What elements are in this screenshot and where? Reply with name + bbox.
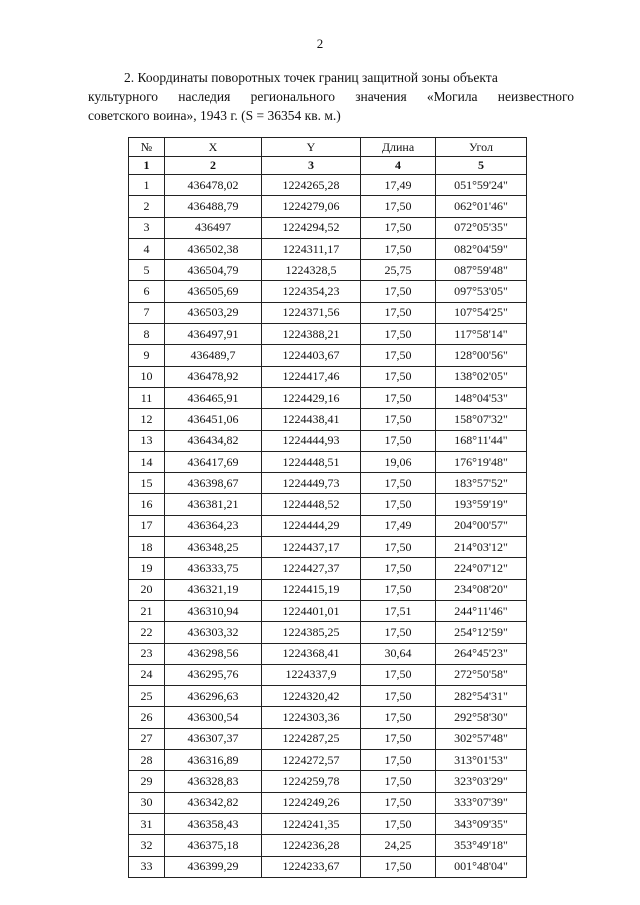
table-row (129, 260, 527, 281)
length-cell: 17,50 (361, 473, 436, 494)
x-cell: 436502,38 (165, 238, 262, 259)
y-cell: 1224233,67 (262, 856, 361, 877)
angle-cell: 082°04'59" (436, 238, 527, 259)
y-cell: 1224311,17 (262, 238, 361, 259)
coordinates-table (128, 137, 527, 878)
table-row (129, 217, 527, 238)
length-cell: 17,50 (361, 238, 436, 259)
point-number-cell: 33 (129, 856, 165, 877)
table-row (129, 473, 527, 494)
length-cell: 17,50 (361, 771, 436, 792)
x-cell: 436310,94 (165, 600, 262, 621)
table-row (129, 366, 527, 387)
length-cell: 17,50 (361, 686, 436, 707)
x-cell: 436316,89 (165, 750, 262, 771)
point-number-cell: 7 (129, 302, 165, 323)
length-cell: 17,49 (361, 515, 436, 536)
y-cell: 1224303,36 (262, 707, 361, 728)
column-number: 3 (262, 157, 361, 175)
length-cell: 24,25 (361, 835, 436, 856)
angle-cell: 128°00'56" (436, 345, 527, 366)
table-row (129, 750, 527, 771)
x-cell: 436364,23 (165, 515, 262, 536)
table-row (129, 643, 527, 664)
length-cell: 17,50 (361, 430, 436, 451)
x-cell: 436465,91 (165, 387, 262, 408)
y-cell: 1224388,21 (262, 324, 361, 345)
point-number-cell: 21 (129, 600, 165, 621)
table-row (129, 324, 527, 345)
x-cell: 436333,75 (165, 558, 262, 579)
y-cell: 1224368,41 (262, 643, 361, 664)
table-row (129, 686, 527, 707)
length-cell: 30,64 (361, 643, 436, 664)
angle-cell: 204°00'57" (436, 515, 527, 536)
table-row (129, 664, 527, 685)
y-cell: 1224444,93 (262, 430, 361, 451)
x-cell: 436328,83 (165, 771, 262, 792)
length-cell: 17,50 (361, 196, 436, 217)
angle-cell: 234°08'20" (436, 579, 527, 600)
x-cell: 436488,79 (165, 196, 262, 217)
angle-cell: 117°58'14" (436, 324, 527, 345)
point-number-cell: 16 (129, 494, 165, 515)
angle-cell: 001°48'04" (436, 856, 527, 877)
x-cell: 436504,79 (165, 260, 262, 281)
table-row (129, 281, 527, 302)
table-row (129, 792, 527, 813)
angle-cell: 254°12'59" (436, 622, 527, 643)
x-cell: 436381,21 (165, 494, 262, 515)
length-cell: 17,50 (361, 281, 436, 302)
angle-cell: 313°01'53" (436, 750, 527, 771)
point-number-cell: 1 (129, 175, 165, 196)
y-cell: 1224294,52 (262, 217, 361, 238)
table-row (129, 387, 527, 408)
angle-cell: 323°03'29" (436, 771, 527, 792)
table-row (129, 537, 527, 558)
point-number-cell: 2 (129, 196, 165, 217)
column-numbers-row (129, 157, 527, 175)
y-cell: 1224427,37 (262, 558, 361, 579)
y-cell: 1224371,56 (262, 302, 361, 323)
page-number: 2 (316, 36, 324, 51)
x-cell: 436478,02 (165, 175, 262, 196)
y-cell: 1224437,17 (262, 537, 361, 558)
x-cell: 436375,18 (165, 835, 262, 856)
y-cell: 1224279,06 (262, 196, 361, 217)
length-cell: 17,50 (361, 813, 436, 834)
length-cell: 17,50 (361, 324, 436, 345)
table-row (129, 451, 527, 472)
y-cell: 1224448,52 (262, 494, 361, 515)
length-cell: 17,50 (361, 856, 436, 877)
angle-cell: 282°54'31" (436, 686, 527, 707)
length-cell: 17,50 (361, 387, 436, 408)
angle-cell: 292°58'30" (436, 707, 527, 728)
angle-cell: 138°02'05" (436, 366, 527, 387)
angle-cell: 224°07'12" (436, 558, 527, 579)
table-row (129, 515, 527, 536)
x-cell: 436321,19 (165, 579, 262, 600)
y-cell: 1224287,25 (262, 728, 361, 749)
point-number-cell: 10 (129, 366, 165, 387)
x-cell: 436398,67 (165, 473, 262, 494)
point-number-cell: 24 (129, 664, 165, 685)
column-number: 1 (129, 157, 165, 175)
section-heading (88, 68, 574, 125)
length-cell: 17,50 (361, 728, 436, 749)
x-cell: 436434,82 (165, 430, 262, 451)
header-angle: Угол (436, 138, 527, 157)
table-row (129, 600, 527, 621)
y-cell: 1224259,78 (262, 771, 361, 792)
x-cell: 436342,82 (165, 792, 262, 813)
point-number-cell: 4 (129, 238, 165, 259)
table-row (129, 856, 527, 877)
angle-cell: 302°57'48" (436, 728, 527, 749)
length-cell: 17,50 (361, 707, 436, 728)
point-number-cell: 18 (129, 537, 165, 558)
length-cell: 17,50 (361, 792, 436, 813)
y-cell: 1224236,28 (262, 835, 361, 856)
header-x: X (165, 138, 262, 157)
length-cell: 17,50 (361, 494, 436, 515)
y-cell: 1224444,29 (262, 515, 361, 536)
table-row (129, 409, 527, 430)
y-cell: 1224265,28 (262, 175, 361, 196)
table-row (129, 579, 527, 600)
x-cell: 436348,25 (165, 537, 262, 558)
x-cell: 436497,91 (165, 324, 262, 345)
table-row (129, 238, 527, 259)
y-cell: 1224415,19 (262, 579, 361, 600)
point-number-cell: 8 (129, 324, 165, 345)
point-number-cell: 20 (129, 579, 165, 600)
y-cell: 1224337,9 (262, 664, 361, 685)
angle-cell: 176°19'48" (436, 451, 527, 472)
angle-cell: 272°50'58" (436, 664, 527, 685)
x-cell: 436505,69 (165, 281, 262, 302)
y-cell: 1224354,23 (262, 281, 361, 302)
x-cell: 436478,92 (165, 366, 262, 387)
y-cell: 1224438,41 (262, 409, 361, 430)
point-number-cell: 14 (129, 451, 165, 472)
table-row (129, 175, 527, 196)
y-cell: 1224385,25 (262, 622, 361, 643)
y-cell: 1224417,46 (262, 366, 361, 387)
length-cell: 17,51 (361, 600, 436, 621)
table-row (129, 813, 527, 834)
heading-line-3: советского воина», 1943 г. (S = 36354 кв. м.) (88, 108, 341, 123)
x-cell: 436298,56 (165, 643, 262, 664)
angle-cell: 183°57'52" (436, 473, 527, 494)
length-cell: 17,50 (361, 750, 436, 771)
point-number-cell: 3 (129, 217, 165, 238)
angle-cell: 062°01'46" (436, 196, 527, 217)
header-length: Длина (361, 138, 436, 157)
x-cell: 436300,54 (165, 707, 262, 728)
heading-line-2: культурного наследия регионального значения «Могила неизвестного (88, 89, 574, 104)
length-cell: 17,50 (361, 345, 436, 366)
angle-cell: 244°11'46" (436, 600, 527, 621)
x-cell: 436503,29 (165, 302, 262, 323)
table-row (129, 728, 527, 749)
length-cell: 17,50 (361, 302, 436, 323)
point-number-cell: 17 (129, 515, 165, 536)
x-cell: 436497 (165, 217, 262, 238)
length-cell: 17,50 (361, 537, 436, 558)
angle-cell: 107°54'25" (436, 302, 527, 323)
length-cell: 17,50 (361, 366, 436, 387)
angle-cell: 214°03'12" (436, 537, 527, 558)
table-row (129, 771, 527, 792)
y-cell: 1224449,73 (262, 473, 361, 494)
angle-cell: 264°45'23" (436, 643, 527, 664)
header-number: № (129, 138, 165, 157)
angle-cell: 097°53'05" (436, 281, 527, 302)
length-cell: 17,50 (361, 664, 436, 685)
point-number-cell: 23 (129, 643, 165, 664)
point-number-cell: 26 (129, 707, 165, 728)
point-number-cell: 29 (129, 771, 165, 792)
point-number-cell: 12 (129, 409, 165, 430)
point-number-cell: 22 (129, 622, 165, 643)
angle-cell: 193°59'19" (436, 494, 527, 515)
length-cell: 25,75 (361, 260, 436, 281)
x-cell: 436489,7 (165, 345, 262, 366)
y-cell: 1224448,51 (262, 451, 361, 472)
angle-cell: 158°07'32" (436, 409, 527, 430)
table-row (129, 558, 527, 579)
table-header-row (129, 138, 527, 157)
table-row (129, 430, 527, 451)
column-number: 4 (361, 157, 436, 175)
point-number-cell: 30 (129, 792, 165, 813)
x-cell: 436295,76 (165, 664, 262, 685)
column-number: 2 (165, 157, 262, 175)
x-cell: 436303,32 (165, 622, 262, 643)
length-cell: 17,50 (361, 622, 436, 643)
x-cell: 436417,69 (165, 451, 262, 472)
heading-line-1: 2. Координаты поворотных точек границ защитной зоны объекта (124, 70, 498, 85)
y-cell: 1224403,67 (262, 345, 361, 366)
y-cell: 1224241,35 (262, 813, 361, 834)
table-body (129, 175, 527, 878)
table-row (129, 302, 527, 323)
angle-cell: 168°11'44" (436, 430, 527, 451)
length-cell: 17,50 (361, 579, 436, 600)
x-cell: 436296,63 (165, 686, 262, 707)
table-row (129, 622, 527, 643)
point-number-cell: 32 (129, 835, 165, 856)
angle-cell: 353°49'18" (436, 835, 527, 856)
point-number-cell: 11 (129, 387, 165, 408)
point-number-cell: 5 (129, 260, 165, 281)
point-number-cell: 31 (129, 813, 165, 834)
y-cell: 1224320,42 (262, 686, 361, 707)
angle-cell: 148°04'53" (436, 387, 527, 408)
y-cell: 1224401,01 (262, 600, 361, 621)
y-cell: 1224272,57 (262, 750, 361, 771)
point-number-cell: 25 (129, 686, 165, 707)
table-row (129, 707, 527, 728)
point-number-cell: 19 (129, 558, 165, 579)
angle-cell: 051°59'24" (436, 175, 527, 196)
length-cell: 19,06 (361, 451, 436, 472)
y-cell: 1224249,26 (262, 792, 361, 813)
point-number-cell: 15 (129, 473, 165, 494)
point-number-cell: 13 (129, 430, 165, 451)
length-cell: 17,50 (361, 409, 436, 430)
x-cell: 436307,37 (165, 728, 262, 749)
column-number: 5 (436, 157, 527, 175)
x-cell: 436399,29 (165, 856, 262, 877)
point-number-cell: 9 (129, 345, 165, 366)
length-cell: 17,50 (361, 558, 436, 579)
angle-cell: 087°59'48" (436, 260, 527, 281)
y-cell: 1224328,5 (262, 260, 361, 281)
y-cell: 1224429,16 (262, 387, 361, 408)
x-cell: 436451,06 (165, 409, 262, 430)
length-cell: 17,49 (361, 175, 436, 196)
table-row (129, 345, 527, 366)
table-row (129, 494, 527, 515)
x-cell: 436358,43 (165, 813, 262, 834)
angle-cell: 072°05'35" (436, 217, 527, 238)
angle-cell: 343°09'35" (436, 813, 527, 834)
point-number-cell: 6 (129, 281, 165, 302)
point-number-cell: 28 (129, 750, 165, 771)
length-cell: 17,50 (361, 217, 436, 238)
header-y: Y (262, 138, 361, 157)
table-row (129, 196, 527, 217)
table-row (129, 835, 527, 856)
angle-cell: 333°07'39" (436, 792, 527, 813)
point-number-cell: 27 (129, 728, 165, 749)
